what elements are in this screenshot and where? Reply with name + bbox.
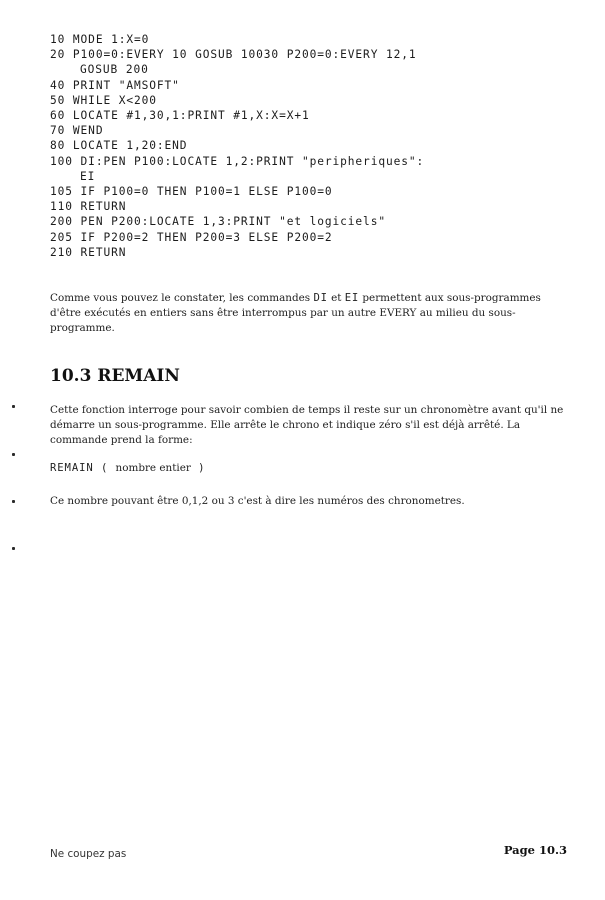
basic-code-listing [50, 32, 590, 260]
paragraph-text: Comme vous pouvez le constater, les commandes [50, 292, 314, 304]
code-line-continuation: EI [80, 169, 96, 183]
paragraph-text: permettent aux sous-programmes d'être exécutés en entiers sans être interrompus par un autre EVERY au milieu du sous-programme. [50, 292, 541, 335]
code-line: 10 MODE 1:X=0 [50, 33, 150, 46]
code-line: 110 RETURN [50, 200, 127, 214]
remain-values-note: Ce nombre pouvant être 0,1,2 ou 3 c'est à dire les numéros des chronometres. [50, 495, 465, 507]
page-number: Page 10.3 [503, 843, 567, 857]
code-line: 50 WHILE X<200 [50, 93, 157, 107]
code-line: 200 PEN P200:LOCATE 1,3:PRINT "et logiciels" [50, 215, 386, 229]
margin-mark [12, 453, 15, 456]
syntax-keyword: REMAIN [50, 462, 94, 474]
paragraph-text: et [327, 292, 345, 304]
code-line: 70 WEND [50, 124, 104, 138]
syntax-argument: nombre entier [115, 462, 191, 474]
section-heading: 10.3 REMAIN [50, 366, 180, 386]
code-line: 105 IF P100=0 THEN P100=1 ELSE P100=0 [50, 185, 333, 199]
remain-description: Cette fonction interroge pour savoir combien de temps il reste sur un chronomètre avant qu'il ne démarre un sous-programme. Elle arrête le chrono et indique zéro s'il est déjà arrêté. La commande prend la forme: [50, 404, 564, 447]
footer-note: Ne coupez pas [50, 848, 127, 860]
code-line: 60 LOCATE #1,30,1:PRINT #1,X:X=X+1 [50, 109, 310, 123]
code-line: 100 DI:PEN P100:LOCATE 1,2:PRINT "peripheriques": [50, 154, 425, 168]
code-line: 210 RETURN [50, 245, 127, 259]
code-line: 80 LOCATE 1,20:END [50, 139, 188, 153]
keyword-ei: EI [344, 292, 360, 304]
code-line: 20 P100=0:EVERY 10 GOSUB 10030 P200=0:EVERY 12,1 [50, 48, 417, 62]
code-line: 205 IF P200=2 THEN P200=3 ELSE P200=2 [50, 230, 333, 244]
code-line-continuation: GOSUB 200 [80, 63, 149, 77]
syntax-close-paren: ) [190, 462, 206, 474]
explanation-paragraph [50, 291, 570, 337]
remain-syntax [50, 461, 205, 476]
margin-mark [12, 500, 15, 503]
margin-mark [12, 405, 15, 408]
syntax-open-paren: ( [93, 462, 116, 474]
margin-mark [12, 547, 15, 550]
code-line: 40 PRINT "AMSOFT" [50, 78, 180, 92]
keyword-di: DI [313, 292, 328, 304]
